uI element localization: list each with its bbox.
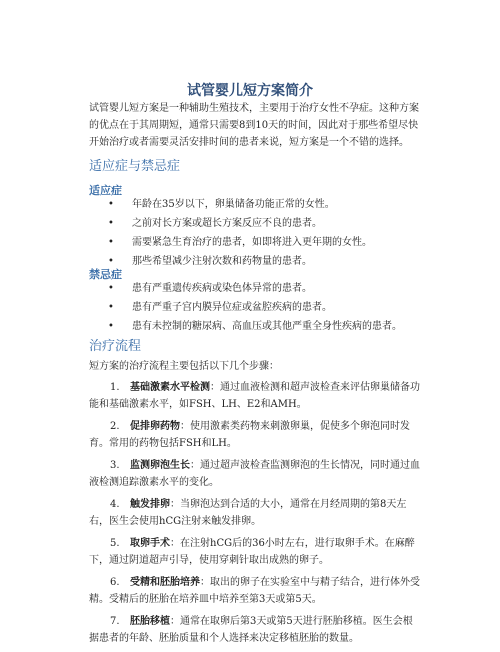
list-item: • 年龄在35岁以下，卵巢储备功能正常的女性。 <box>108 195 372 214</box>
list-item: 4. 触发排卵：当卵泡达到合适的大小，通常在月经周期的第8天左右，医生会使用hCG注射来触发排卵。 <box>89 499 407 527</box>
list-item: 5. 取卵手术：在注射hCG后的36小时左右，进行取卵手术。在麻醉下，通过阴道超声引导，使用穿刺针取出成熟的卵子。 <box>89 538 415 566</box>
list-item: • 患有严重遗传疾病或染色体异常的患者。 <box>108 279 402 298</box>
list-item: • 需要紧急生育治疗的患者，如即将进入更年期的女性。 <box>108 233 372 252</box>
list-item: 2. 促排卵药物：使用激素类药物来刺激卵巢，促使多个卵泡同时发育。常用的药物包括FSH和LH。 <box>89 421 410 449</box>
bullet-icon: • <box>108 283 114 294</box>
bullet-icon: • <box>108 256 114 267</box>
bullet-icon: • <box>108 237 114 248</box>
list-item: • 患有严重子宫内膜异位症或盆腔疾病的患者。 <box>108 298 402 317</box>
treatment-intro: 短方案的治疗流程主要包括以下几个步骤： <box>89 361 279 372</box>
list-item: 7. 胚胎移植：通常在取卵后第3天或第5天进行胚胎移植。医生会根据患者的年龄、胚胎质量和个人选择来决定移植胚胎的数量。 <box>89 616 413 644</box>
list-item: 1. 基础激素水平检测：通过血液检测和超声波检查来评估卵巢储备功能和基础激素水平，如FSH、LH、E2和AMH。 <box>89 382 420 410</box>
list-item: • 患有未控制的糖尿病、高血压或其他严重全身性疾病的患者。 <box>108 317 402 336</box>
subheading-contraindications: 禁忌症 <box>89 268 122 281</box>
bullet-icon: • <box>108 199 114 210</box>
list-item: 6. 受精和胚胎培养：取出的卵子在实验室中与精子结合，进行体外受精。受精后的胚胎在培养皿中培养至第3天或第5天。 <box>89 577 420 605</box>
list-item: • 之前对长方案或超长方案反应不良的患者。 <box>108 214 372 233</box>
contraindications-list <box>108 279 402 336</box>
list-item: 3. 监测卵泡生长：通过超声波检查监测卵泡的生长情况，同时通过血液检测追踪激素水平的变化。 <box>89 460 420 488</box>
treatment-steps-list <box>89 379 421 652</box>
section-heading-indications-contraindications: 适应症与禁忌症 <box>89 159 181 174</box>
list-item: • 那些希望减少注射次数和药物量的患者。 <box>108 252 372 271</box>
subheading-indications: 适应症 <box>89 184 122 197</box>
page-title: 试管婴儿短方案简介 <box>187 83 313 99</box>
section-heading-treatment-process: 治疗流程 <box>89 339 142 354</box>
bullet-icon: • <box>108 302 114 313</box>
bullet-icon: • <box>108 218 114 229</box>
intro-paragraph: 试管婴儿短方案是一种辅助生殖技术，主要用于治疗女性不孕症。这种方案的优点在于其周期短，通常只需要8到10天的时间，因此对于那些希望尽快开始治疗或者需要灵活安排时间的患者来说，短方案是一个不错的选择。 <box>89 103 419 148</box>
bullet-icon: • <box>108 321 114 332</box>
indications-list <box>108 195 372 271</box>
